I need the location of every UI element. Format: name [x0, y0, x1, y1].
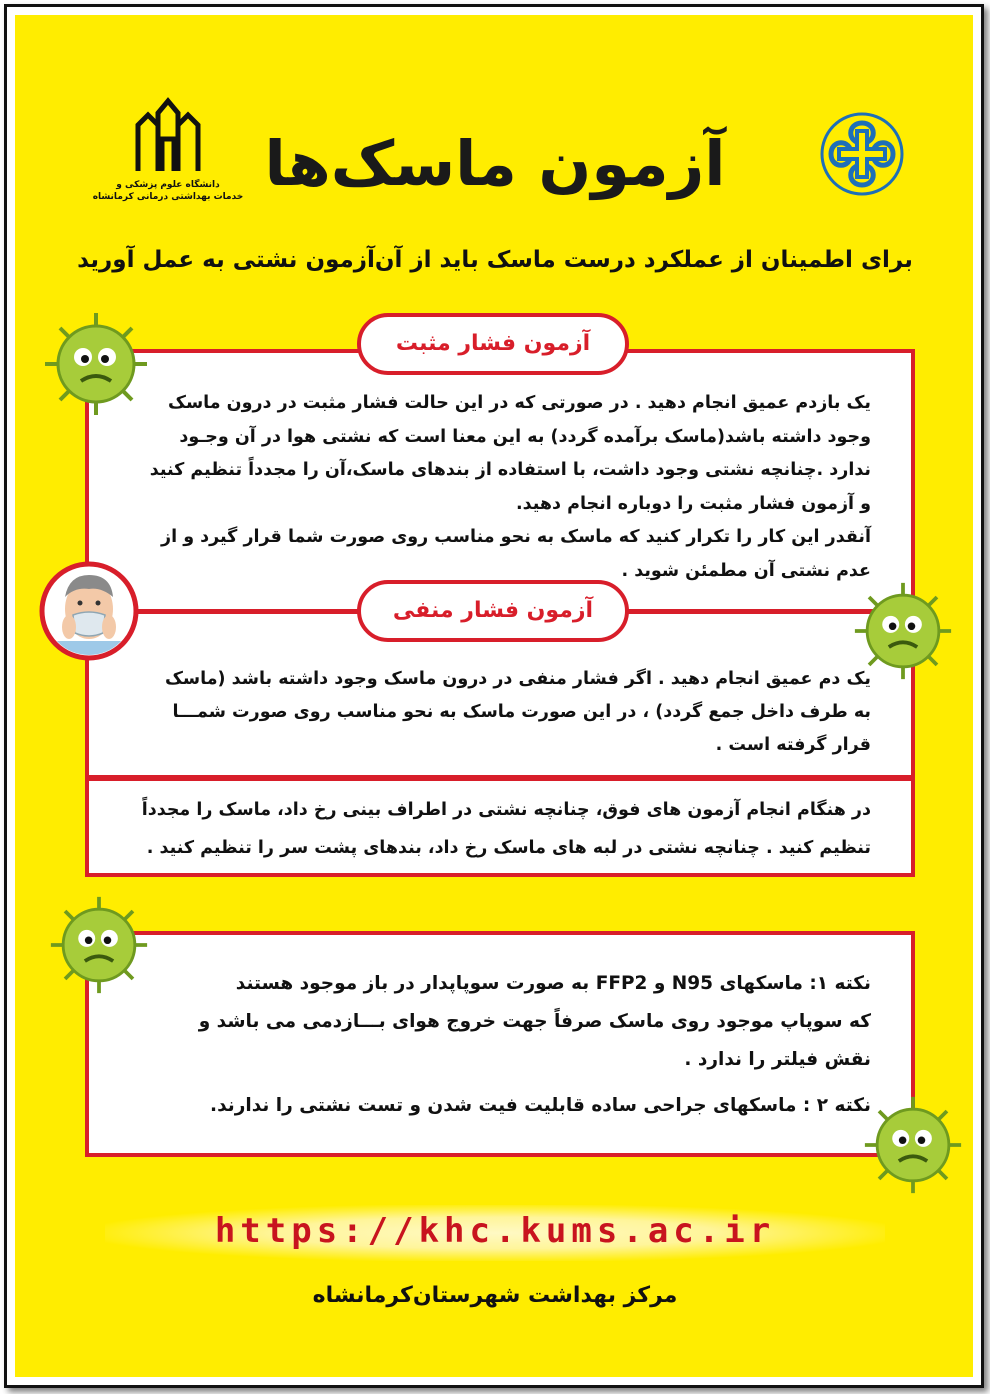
poster — [15, 15, 973, 1377]
poster-frame — [4, 4, 984, 1388]
positive-line: و آزمون فشار مثبت را دوباره انجام دهید. — [516, 493, 871, 514]
virus-icon — [853, 581, 953, 681]
negative-test-text — [131, 663, 871, 762]
positive-line: یک بازدم عمیق انجام دهید . در صورتی که در این حالت فشار مثبت در درون ماسک — [168, 393, 871, 413]
notes-text — [131, 965, 871, 1125]
positive-test-text — [131, 387, 871, 588]
virus-icon — [49, 895, 149, 995]
negative-line: یک دم عمیق انجام دهید . اگر فشار منفی در درون ماسک وجود داشته باشد (ماسک — [165, 669, 871, 689]
negative-test-label: آزمون فشار منفی — [357, 580, 629, 642]
organization-name: مرکز بهداشت شهرستان‌کرمانشاه — [312, 1283, 678, 1308]
university-logo-icon — [132, 95, 204, 175]
note1-line: نکته ۱: ماسکهای N95 و FFP2 به صورت سوپاپدار در باز موجود هستند — [235, 973, 871, 994]
positive-line: آنقدر این کار را تکرار کنید که ماسک به نحو مناسب روی صورت شما قرار گیرد و از — [161, 527, 871, 547]
negative-line: به طرف داخل جمع گردد) ، در این صورت ماسک به نحو مناسب روی صورت شمـــا — [172, 702, 871, 722]
university-logo — [83, 95, 253, 203]
positive-line: وجود داشته باشد(ماسک برآمده گردد) به این معنا است که نشتی هوا در آن وجـود — [179, 426, 871, 447]
health-network-logo-icon — [817, 109, 907, 199]
virus-icon — [863, 1095, 963, 1195]
note1-line: که سوپاپ موجود روی ماسک صرفاً جهت خروج هوای بـــازدمی می باشد و — [198, 1011, 871, 1032]
positive-test-label: آزمون فشار مثبت — [357, 313, 629, 375]
adjust-line: تنظیم کنید . چنانچه نشتی در لبه های ماسک رخ داد، بندهای پشت سر را تنظیم کنید . — [146, 838, 871, 858]
website-url[interactable]: https://khc.kums.ac.ir — [214, 1211, 776, 1251]
negative-line: قرار گرفته است . — [715, 735, 871, 755]
university-caption-line1: دانشگاه علوم پزشکی و — [116, 180, 220, 190]
masked-face-icon — [39, 561, 139, 661]
adjust-note-text — [131, 791, 871, 867]
virus-icon — [43, 311, 149, 417]
note2-line: نکته ۲ : ماسکهای جراحی ساده قابلیت فیت شدن و تست نشتی را ندارند. — [210, 1095, 871, 1116]
positive-line: ندارد .چنانچه نشتی وجود داشت، با استفاده از بندهای ماسک،آن را مجدداً تنظیم کنید — [149, 460, 871, 480]
page-title: آزمون ماسک‌ها — [264, 127, 726, 200]
page-subtitle: برای اطمینان از عملکرد درست ماسک باید از آن‌آزمون نشتی به عمل آورید — [77, 247, 913, 273]
university-caption-line2: خدمات بهداشتی درمانی کرمانشاه — [92, 192, 244, 202]
adjust-line: در هنگام انجام آزمون های فوق، چنانچه نشتی در اطراف بینی رخ داد، ماسک را مجدداً — [141, 800, 871, 820]
note1-line: نقش فیلتر را ندارد . — [684, 1049, 871, 1070]
positive-line: عدم نشتی آن مطمئن شوید . — [621, 560, 871, 581]
